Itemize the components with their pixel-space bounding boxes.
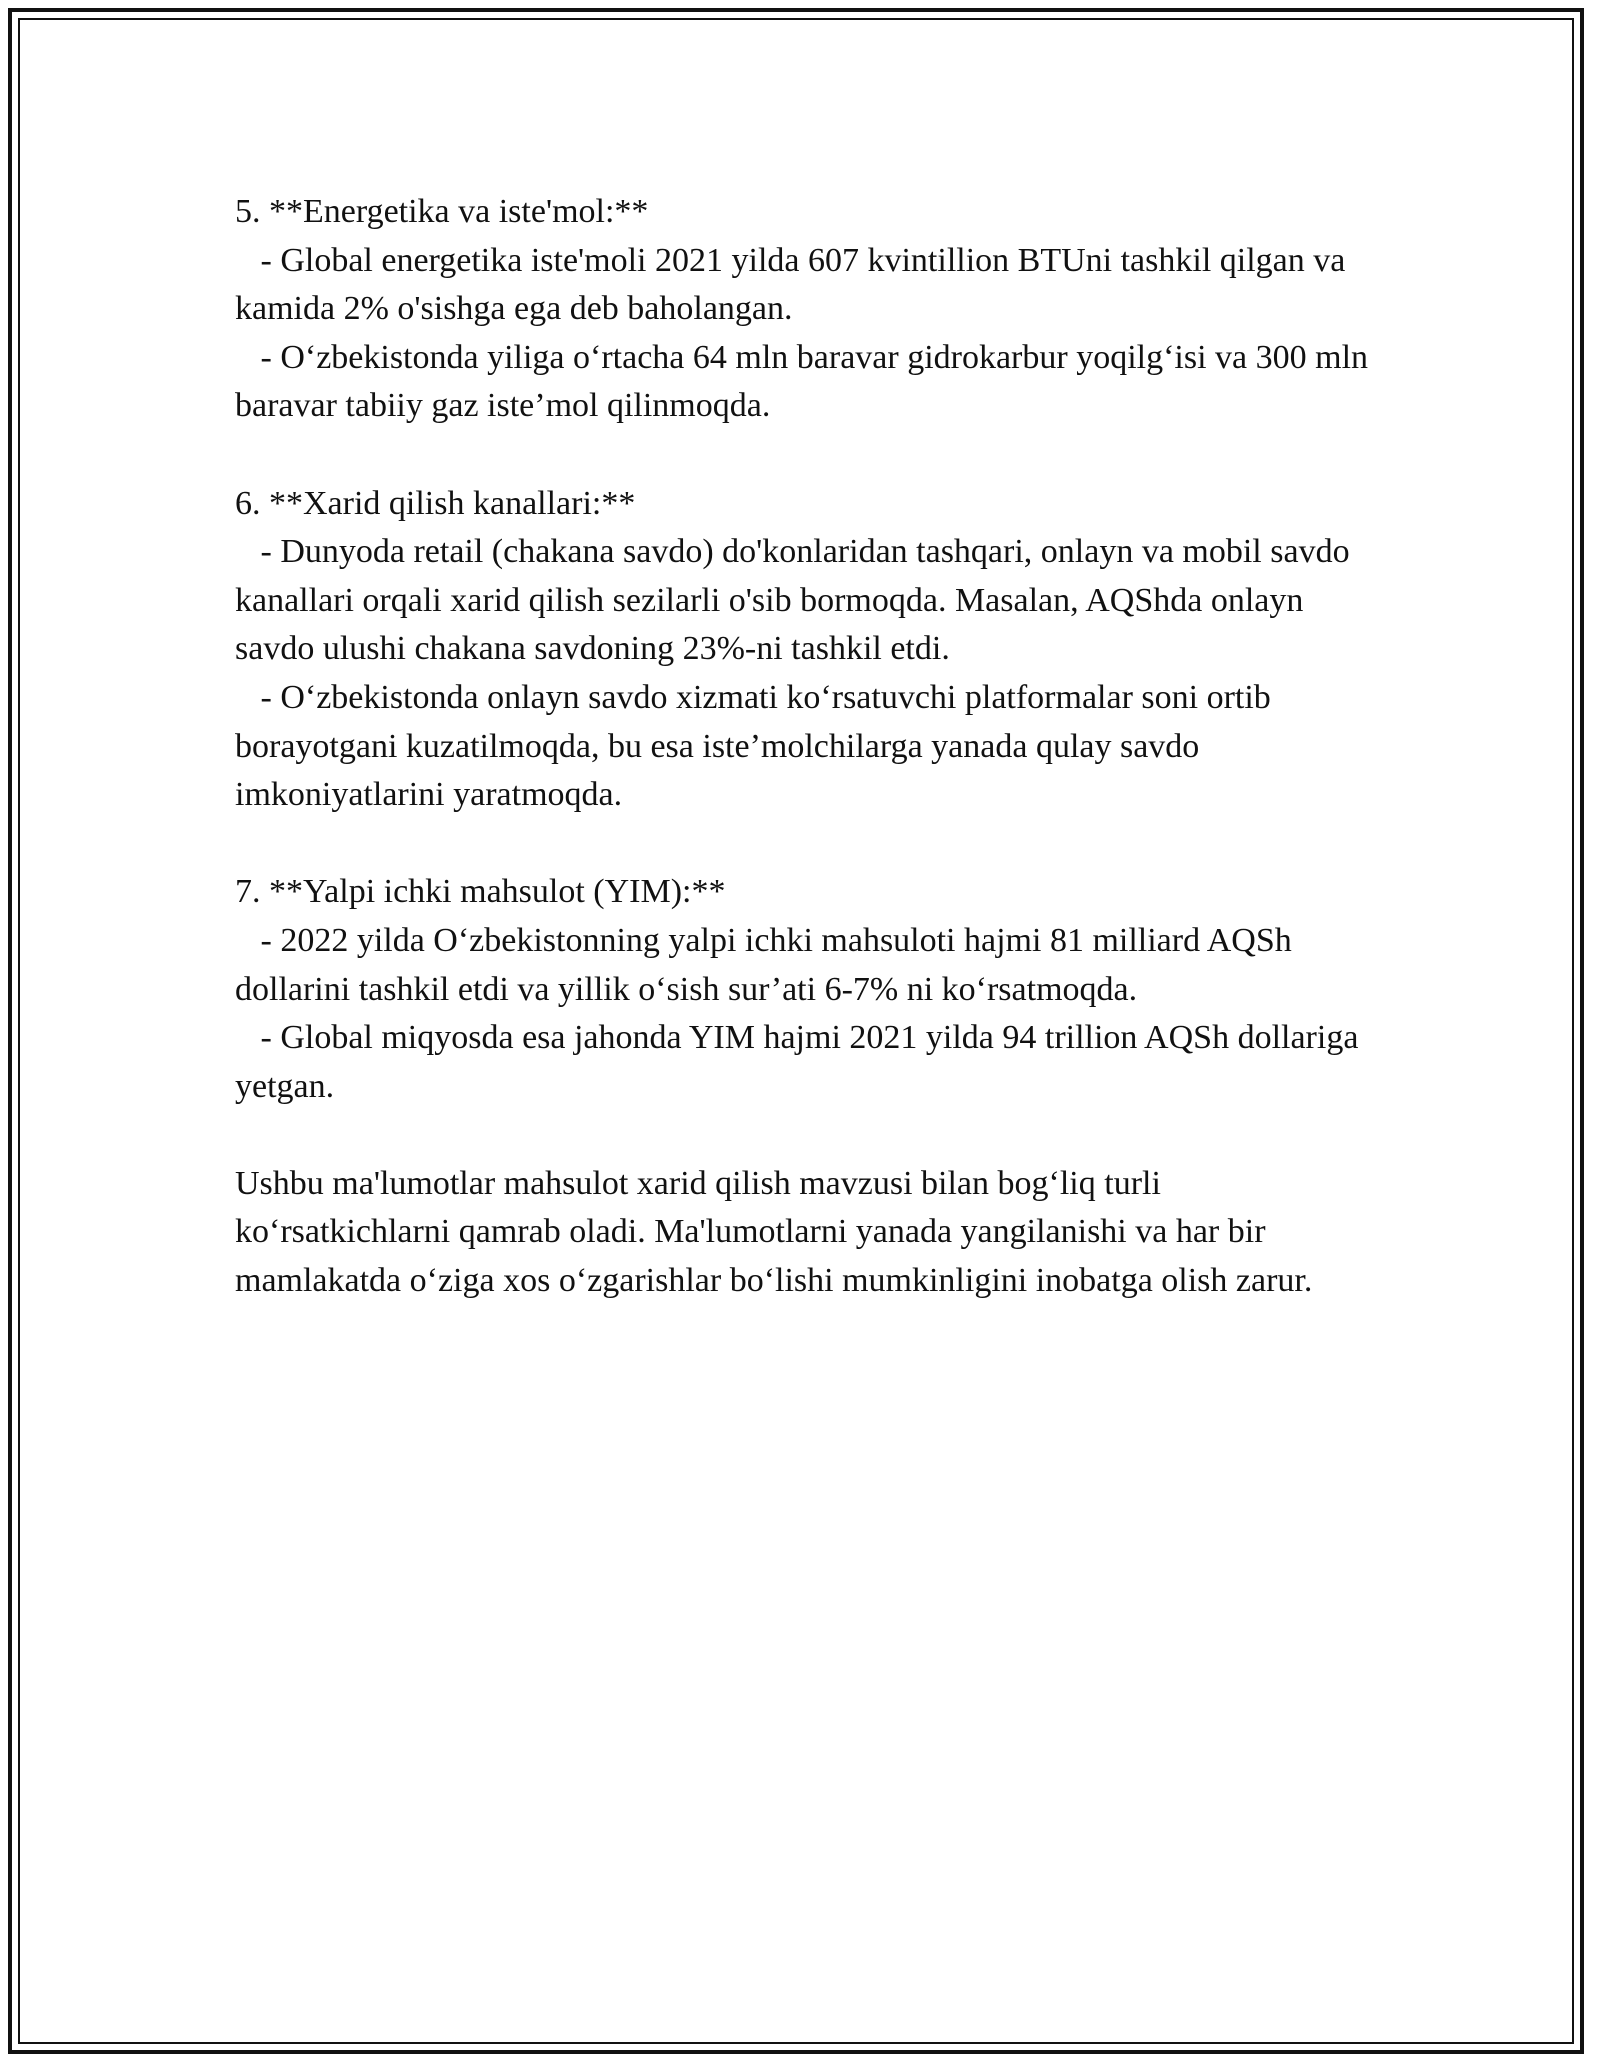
section-bullet-channels-uzbekistan: - O‘zbekistonda onlayn savdo xizmati ko‘rsatuvchi platformalar soni ortib borayotgani kuzatilmoqda, bu esa iste’molchilarga yanada qulay savdo imkoniyatlarini yaratmoqda.: [235, 678, 1280, 814]
conclusion-paragraph: Ushbu ma'lumotlar mahsulot xarid qilish mavzusi bilan bog‘liq turli ko‘rsatkichlarni qamrab oladi. Ma'lumotlarni yanada yangilanishi va har bir mamlakatda o‘ziga xos o‘zgarishlar bo‘lishi mumkinligini inobatga olish zarur.: [235, 1164, 1313, 1300]
section-bullet-gdp-uzbekistan: - 2022 yilda O‘zbekistonning yalpi ichki mahsuloti hajmi 81 milliard AQSh dollarini tashkil etdi va yillik o‘sish sur’ati 6-7% ni ko‘rsatmoqda.: [235, 921, 1301, 1008]
section-heading-energy: 5. **Energetika va iste'mol:**: [235, 193, 649, 230]
paragraph-gap: [235, 1111, 1375, 1160]
paragraph-gap: [235, 431, 1375, 480]
section-bullet-energy-uzbekistan: - O‘zbekistonda yiliga o‘rtacha 64 mln baravar gidrokarbur yoqilg‘isi va 300 mln baravar tabiiy gaz iste’mol qilinmoqda.: [235, 338, 1377, 425]
section-bullet-channels-global: - Dunyoda retail (chakana savdo) do'konlaridan tashqari, onlayn va mobil savdo kanallari orqali xarid qilish sezilarli o'sib bormoqda. Masalan, AQShda onlayn savdo ulushi chakana savdoning 23%-ni tashkil etdi.: [235, 533, 1359, 668]
section-bullet-energy-global: - Global energetika iste'moli 2021 yilda 607 kvintillion BTUni tashkil qilgan va kamida 2% o'sishga ega deb baholangan.: [235, 241, 1354, 328]
section-bullet-gdp-global: - Global miqyosda esa jahonda YIM hajmi 2021 yilda 94 trillion AQSh dollariga yetgan.: [235, 1019, 1367, 1105]
document-body: [235, 188, 1375, 1306]
section-heading-gdp: 7. **Yalpi ichki mahsulot (YIM):**: [235, 873, 726, 911]
paragraph-gap: [235, 820, 1375, 869]
section-heading-purchase-channels: 6. **Xarid qilish kanallari:**: [235, 484, 636, 522]
